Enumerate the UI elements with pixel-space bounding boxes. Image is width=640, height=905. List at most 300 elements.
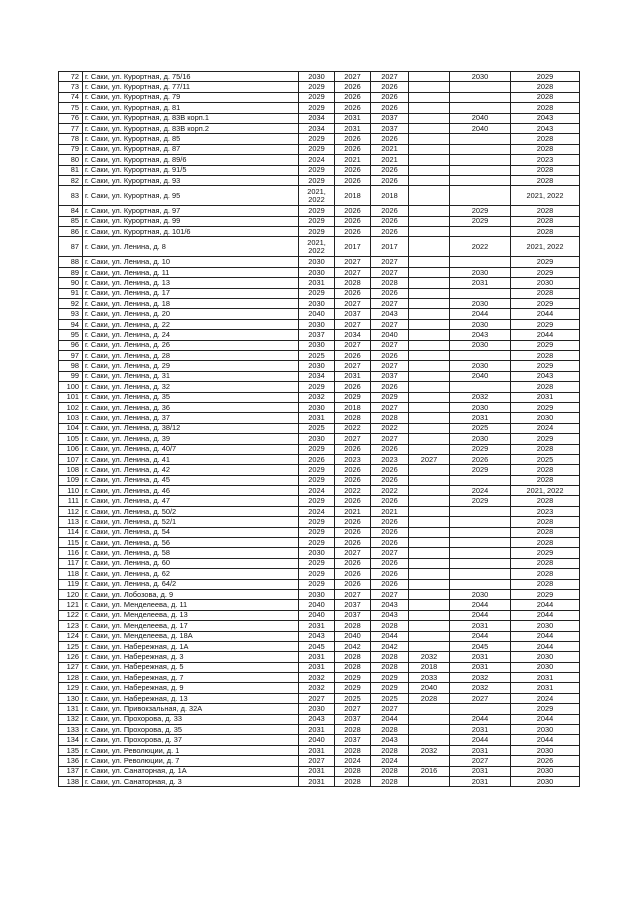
year-col-1: 2025 (299, 423, 335, 433)
row-number: 124 (59, 631, 83, 641)
table-row (59, 714, 580, 724)
row-number: 100 (59, 382, 83, 392)
year-col-3: 2026 (371, 134, 409, 144)
year-col-2: 2031 (335, 123, 371, 133)
year-col-3: 2027 (371, 402, 409, 412)
year-col-6: 2029 (511, 402, 580, 412)
table-row (59, 423, 580, 433)
year-col-1: 2030 (299, 72, 335, 82)
year-col-4 (409, 621, 450, 631)
row-number: 93 (59, 309, 83, 319)
year-col-2: 2026 (335, 579, 371, 589)
row-number: 135 (59, 745, 83, 755)
year-col-2: 2027 (335, 267, 371, 277)
year-col-5 (450, 165, 511, 175)
year-col-1: 2029 (299, 538, 335, 548)
year-col-3: 2026 (371, 288, 409, 298)
year-col-2: 2028 (335, 621, 371, 631)
year-col-4 (409, 569, 450, 579)
year-col-4 (409, 103, 450, 113)
year-col-2: 2026 (335, 444, 371, 454)
address-cell: г. Саки, ул. Лобозова, д. 9 (83, 589, 299, 599)
year-col-3: 2037 (371, 123, 409, 133)
year-col-2: 2042 (335, 641, 371, 651)
year-col-1: 2031 (299, 777, 335, 787)
address-cell: г. Саки, ул. Набережная, д. 1А (83, 641, 299, 651)
year-col-1: 2030 (299, 589, 335, 599)
year-col-5: 2030 (450, 340, 511, 350)
year-col-2: 2027 (335, 589, 371, 599)
year-col-1: 2040 (299, 735, 335, 745)
year-col-2: 2028 (335, 413, 371, 423)
year-col-4 (409, 631, 450, 641)
year-col-5: 2029 (450, 465, 511, 475)
address-cell: г. Саки, ул. Ленина, д. 18 (83, 299, 299, 309)
year-col-6: 2028 (511, 444, 580, 454)
year-col-4 (409, 299, 450, 309)
year-col-5: 2026 (450, 454, 511, 464)
year-col-2: 2026 (335, 558, 371, 568)
year-col-2: 2028 (335, 662, 371, 672)
year-col-3: 2026 (371, 538, 409, 548)
year-col-3: 2027 (371, 361, 409, 371)
table-row (59, 558, 580, 568)
year-col-2: 2024 (335, 756, 371, 766)
address-cell: г. Саки, ул. Курортная, д. 91/5 (83, 165, 299, 175)
year-col-3: 2044 (371, 631, 409, 641)
year-col-6: 2044 (511, 330, 580, 340)
year-col-5: 2032 (450, 673, 511, 683)
row-number: 104 (59, 423, 83, 433)
year-col-1: 2032 (299, 683, 335, 693)
year-col-6: 2029 (511, 434, 580, 444)
row-number: 114 (59, 527, 83, 537)
row-number: 105 (59, 434, 83, 444)
year-col-1: 2029 (299, 103, 335, 113)
year-col-3: 2029 (371, 392, 409, 402)
year-col-4 (409, 309, 450, 319)
year-col-4 (409, 82, 450, 92)
year-col-1: 2043 (299, 631, 335, 641)
year-col-4 (409, 423, 450, 433)
year-col-4: 2028 (409, 693, 450, 703)
year-col-3: 2026 (371, 527, 409, 537)
row-number: 138 (59, 777, 83, 787)
year-col-6: 2029 (511, 589, 580, 599)
year-col-2: 2026 (335, 538, 371, 548)
address-cell: г. Саки, ул. Ленина, д. 38/12 (83, 423, 299, 433)
row-number: 95 (59, 330, 83, 340)
table-row (59, 227, 580, 237)
address-cell: г. Саки, ул. Курортная, д. 99 (83, 216, 299, 226)
year-col-4 (409, 361, 450, 371)
year-col-2: 2026 (335, 350, 371, 360)
year-col-6: 2028 (511, 175, 580, 185)
address-cell: г. Саки, ул. Прохорова, д. 37 (83, 735, 299, 745)
year-col-2: 2027 (335, 257, 371, 267)
year-col-5 (450, 475, 511, 485)
table-row (59, 517, 580, 527)
row-number: 87 (59, 237, 83, 257)
table-row (59, 683, 580, 693)
year-col-2: 2029 (335, 673, 371, 683)
year-col-3: 2022 (371, 486, 409, 496)
year-col-1: 2037 (299, 330, 335, 340)
table-row (59, 350, 580, 360)
year-col-3: 2024 (371, 756, 409, 766)
table-row (59, 673, 580, 683)
year-col-3: 2022 (371, 423, 409, 433)
year-col-5 (450, 92, 511, 102)
year-col-5: 2032 (450, 392, 511, 402)
table-row (59, 361, 580, 371)
year-col-4: 2033 (409, 673, 450, 683)
address-cell: г. Саки, ул. Ленина, д. 56 (83, 538, 299, 548)
year-col-2: 2034 (335, 330, 371, 340)
year-col-6: 2028 (511, 496, 580, 506)
year-col-6: 2028 (511, 558, 580, 568)
year-col-4 (409, 527, 450, 537)
year-col-3: 2044 (371, 714, 409, 724)
address-cell: г. Саки, ул. Ленина, д. 54 (83, 527, 299, 537)
year-col-4 (409, 444, 450, 454)
address-cell: г. Саки, ул. Ленина, д. 26 (83, 340, 299, 350)
year-col-3: 2025 (371, 693, 409, 703)
year-col-1: 2027 (299, 756, 335, 766)
year-col-6: 2030 (511, 766, 580, 776)
address-cell: г. Саки, ул. Ленина, д. 10 (83, 257, 299, 267)
year-col-1: 2029 (299, 517, 335, 527)
year-col-5 (450, 144, 511, 154)
year-col-3: 2027 (371, 319, 409, 329)
year-col-5 (450, 517, 511, 527)
year-col-2: 2023 (335, 454, 371, 464)
year-col-1: 2030 (299, 704, 335, 714)
year-col-2: 2027 (335, 548, 371, 558)
year-col-4 (409, 517, 450, 527)
year-col-3: 2026 (371, 103, 409, 113)
year-col-3: 2028 (371, 725, 409, 735)
year-col-6: 2028 (511, 103, 580, 113)
address-cell: г. Саки, ул. Ленина, д. 40/7 (83, 444, 299, 454)
year-col-5 (450, 548, 511, 558)
year-col-5: 2031 (450, 766, 511, 776)
year-col-2: 2028 (335, 652, 371, 662)
address-cell: г. Саки, ул. Ленина, д. 28 (83, 350, 299, 360)
row-number: 117 (59, 558, 83, 568)
year-col-5: 2044 (450, 735, 511, 745)
row-number: 89 (59, 267, 83, 277)
year-col-4: 2027 (409, 454, 450, 464)
row-number: 113 (59, 517, 83, 527)
year-col-5: 2032 (450, 683, 511, 693)
year-col-1: 2024 (299, 155, 335, 165)
year-col-4 (409, 227, 450, 237)
year-col-1: 2024 (299, 506, 335, 516)
table-row (59, 610, 580, 620)
year-col-2: 2029 (335, 683, 371, 693)
row-number: 130 (59, 693, 83, 703)
year-col-5: 2030 (450, 299, 511, 309)
year-col-4 (409, 340, 450, 350)
year-col-1: 2030 (299, 434, 335, 444)
year-col-2: 2018 (335, 186, 371, 206)
address-cell: г. Саки, ул. Курортная, д. 97 (83, 206, 299, 216)
year-col-2: 2026 (335, 82, 371, 92)
year-col-6: 2044 (511, 309, 580, 319)
address-cell: г. Саки, ул. Ленина, д. 8 (83, 237, 299, 257)
row-number: 84 (59, 206, 83, 216)
year-col-3: 2027 (371, 434, 409, 444)
year-col-1: 2034 (299, 113, 335, 123)
year-col-1: 2021, 2022 (299, 186, 335, 206)
year-col-5 (450, 538, 511, 548)
year-col-2: 2026 (335, 569, 371, 579)
address-cell: г. Саки, ул. Ленина, д. 64/2 (83, 579, 299, 589)
table-row (59, 527, 580, 537)
year-col-1: 2029 (299, 175, 335, 185)
table-row (59, 309, 580, 319)
row-number: 94 (59, 319, 83, 329)
year-col-1: 2030 (299, 257, 335, 267)
year-col-6: 2028 (511, 538, 580, 548)
year-col-2: 2037 (335, 610, 371, 620)
year-col-5 (450, 82, 511, 92)
year-col-3: 2043 (371, 735, 409, 745)
year-col-3: 2026 (371, 206, 409, 216)
year-col-3: 2027 (371, 589, 409, 599)
year-col-5: 2022 (450, 237, 511, 257)
year-col-6: 2024 (511, 693, 580, 703)
table-row (59, 113, 580, 123)
year-col-2: 2027 (335, 72, 371, 82)
address-cell: г. Саки, ул. Ленина, д. 37 (83, 413, 299, 423)
year-col-3: 2026 (371, 517, 409, 527)
year-col-3: 2028 (371, 745, 409, 755)
year-col-4 (409, 382, 450, 392)
year-col-4 (409, 610, 450, 620)
year-col-1: 2030 (299, 361, 335, 371)
row-number: 97 (59, 350, 83, 360)
year-col-1: 2029 (299, 579, 335, 589)
row-number: 123 (59, 621, 83, 631)
year-col-4 (409, 144, 450, 154)
row-number: 82 (59, 175, 83, 185)
year-col-3: 2023 (371, 454, 409, 464)
table-row (59, 402, 580, 412)
year-col-1: 2032 (299, 392, 335, 402)
address-cell: г. Саки, ул. Набережная, д. 13 (83, 693, 299, 703)
year-col-2: 2026 (335, 517, 371, 527)
address-cell: г. Саки, ул. Санаторная, д. 3 (83, 777, 299, 787)
year-col-5: 2030 (450, 589, 511, 599)
year-col-1: 2029 (299, 216, 335, 226)
table-row (59, 216, 580, 226)
year-col-2: 2028 (335, 777, 371, 787)
table-row (59, 413, 580, 423)
year-col-6: 2021, 2022 (511, 486, 580, 496)
year-col-5: 2031 (450, 725, 511, 735)
year-col-2: 2028 (335, 725, 371, 735)
year-col-6: 2030 (511, 621, 580, 631)
table-row (59, 299, 580, 309)
year-col-6: 2029 (511, 299, 580, 309)
table-row (59, 496, 580, 506)
year-col-4 (409, 402, 450, 412)
year-col-2: 2031 (335, 371, 371, 381)
address-cell: г. Саки, ул. Курортная, д. 77/11 (83, 82, 299, 92)
year-col-2: 2021 (335, 155, 371, 165)
year-col-2: 2026 (335, 175, 371, 185)
year-col-3: 2026 (371, 444, 409, 454)
year-col-5 (450, 175, 511, 185)
year-col-3: 2026 (371, 579, 409, 589)
year-col-1: 2030 (299, 267, 335, 277)
year-col-2: 2028 (335, 278, 371, 288)
year-col-4 (409, 465, 450, 475)
year-col-3: 2021 (371, 506, 409, 516)
year-col-3: 2017 (371, 237, 409, 257)
year-col-2: 2026 (335, 134, 371, 144)
year-col-6: 2044 (511, 714, 580, 724)
address-cell: г. Саки, ул. Курортная, д. 87 (83, 144, 299, 154)
address-cell: г. Саки, ул. Ленина, д. 35 (83, 392, 299, 402)
year-col-3: 2043 (371, 600, 409, 610)
year-col-5: 2031 (450, 278, 511, 288)
table-row (59, 340, 580, 350)
address-cell: г. Саки, ул. Курортная, д. 95 (83, 186, 299, 206)
year-col-1: 2031 (299, 652, 335, 662)
year-col-2: 2027 (335, 361, 371, 371)
year-col-4 (409, 714, 450, 724)
year-col-5 (450, 527, 511, 537)
year-col-2: 2037 (335, 714, 371, 724)
row-number: 109 (59, 475, 83, 485)
table-row (59, 600, 580, 610)
year-col-5: 2044 (450, 610, 511, 620)
table-row (59, 756, 580, 766)
year-col-3: 2021 (371, 155, 409, 165)
table-row (59, 735, 580, 745)
year-col-1: 2031 (299, 662, 335, 672)
year-col-4 (409, 72, 450, 82)
year-col-2: 2028 (335, 766, 371, 776)
year-col-6: 2044 (511, 600, 580, 610)
row-number: 102 (59, 402, 83, 412)
year-col-5: 2030 (450, 319, 511, 329)
address-cell: г. Саки, ул. Прохорова, д. 33 (83, 714, 299, 724)
year-col-1: 2045 (299, 641, 335, 651)
year-col-5 (450, 227, 511, 237)
year-col-5 (450, 506, 511, 516)
row-number: 77 (59, 123, 83, 133)
table-row (59, 548, 580, 558)
year-col-1: 2029 (299, 144, 335, 154)
year-col-4 (409, 704, 450, 714)
year-col-1: 2030 (299, 299, 335, 309)
year-col-1: 2043 (299, 714, 335, 724)
year-col-4 (409, 475, 450, 485)
year-col-6: 2028 (511, 82, 580, 92)
year-col-1: 2029 (299, 475, 335, 485)
row-number: 83 (59, 186, 83, 206)
address-cell: г. Саки, ул. Ленина, д. 60 (83, 558, 299, 568)
table-row (59, 103, 580, 113)
address-cell: г. Саки, ул. Революции, д. 1 (83, 745, 299, 755)
year-col-4 (409, 113, 450, 123)
table-row (59, 745, 580, 755)
year-col-4 (409, 735, 450, 745)
year-col-3: 2028 (371, 278, 409, 288)
table-row (59, 641, 580, 651)
year-col-3: 2026 (371, 382, 409, 392)
table-row (59, 278, 580, 288)
row-number: 129 (59, 683, 83, 693)
year-col-6: 2030 (511, 278, 580, 288)
year-col-2: 2026 (335, 288, 371, 298)
year-col-1: 2021, 2022 (299, 237, 335, 257)
row-number: 118 (59, 569, 83, 579)
year-col-5 (450, 382, 511, 392)
year-col-3: 2042 (371, 641, 409, 651)
year-col-4 (409, 538, 450, 548)
year-col-3: 2026 (371, 175, 409, 185)
address-cell: г. Саки, ул. Курортная, д. 83В корп.1 (83, 113, 299, 123)
year-col-6: 2028 (511, 579, 580, 589)
row-number: 136 (59, 756, 83, 766)
year-col-6: 2028 (511, 206, 580, 216)
year-col-5 (450, 134, 511, 144)
year-col-1: 2025 (299, 350, 335, 360)
year-col-1: 2030 (299, 340, 335, 350)
year-col-4 (409, 257, 450, 267)
year-col-6: 2021, 2022 (511, 186, 580, 206)
row-number: 90 (59, 278, 83, 288)
year-col-6: 2030 (511, 777, 580, 787)
address-cell: г. Саки, ул. Прохорова, д. 35 (83, 725, 299, 735)
year-col-1: 2029 (299, 92, 335, 102)
year-col-1: 2029 (299, 569, 335, 579)
year-col-2: 2028 (335, 745, 371, 755)
year-col-1: 2029 (299, 134, 335, 144)
table-row (59, 82, 580, 92)
address-cell: г. Саки, ул. Ленина, д. 41 (83, 454, 299, 464)
year-col-5 (450, 186, 511, 206)
year-col-4 (409, 548, 450, 558)
year-col-6: 2028 (511, 517, 580, 527)
year-col-3: 2027 (371, 257, 409, 267)
year-col-3: 2026 (371, 82, 409, 92)
year-col-5 (450, 569, 511, 579)
table-row (59, 288, 580, 298)
row-number: 79 (59, 144, 83, 154)
year-col-5: 2031 (450, 621, 511, 631)
year-col-2: 2037 (335, 735, 371, 745)
year-col-4 (409, 237, 450, 257)
table-row (59, 371, 580, 381)
row-number: 120 (59, 589, 83, 599)
year-col-4 (409, 134, 450, 144)
table-row (59, 330, 580, 340)
row-number: 131 (59, 704, 83, 714)
year-col-5 (450, 103, 511, 113)
address-cell: г. Саки, ул. Ленина, д. 46 (83, 486, 299, 496)
year-col-1: 2030 (299, 402, 335, 412)
row-number: 115 (59, 538, 83, 548)
year-col-1: 2029 (299, 82, 335, 92)
year-col-5: 2029 (450, 206, 511, 216)
year-col-5: 2040 (450, 371, 511, 381)
